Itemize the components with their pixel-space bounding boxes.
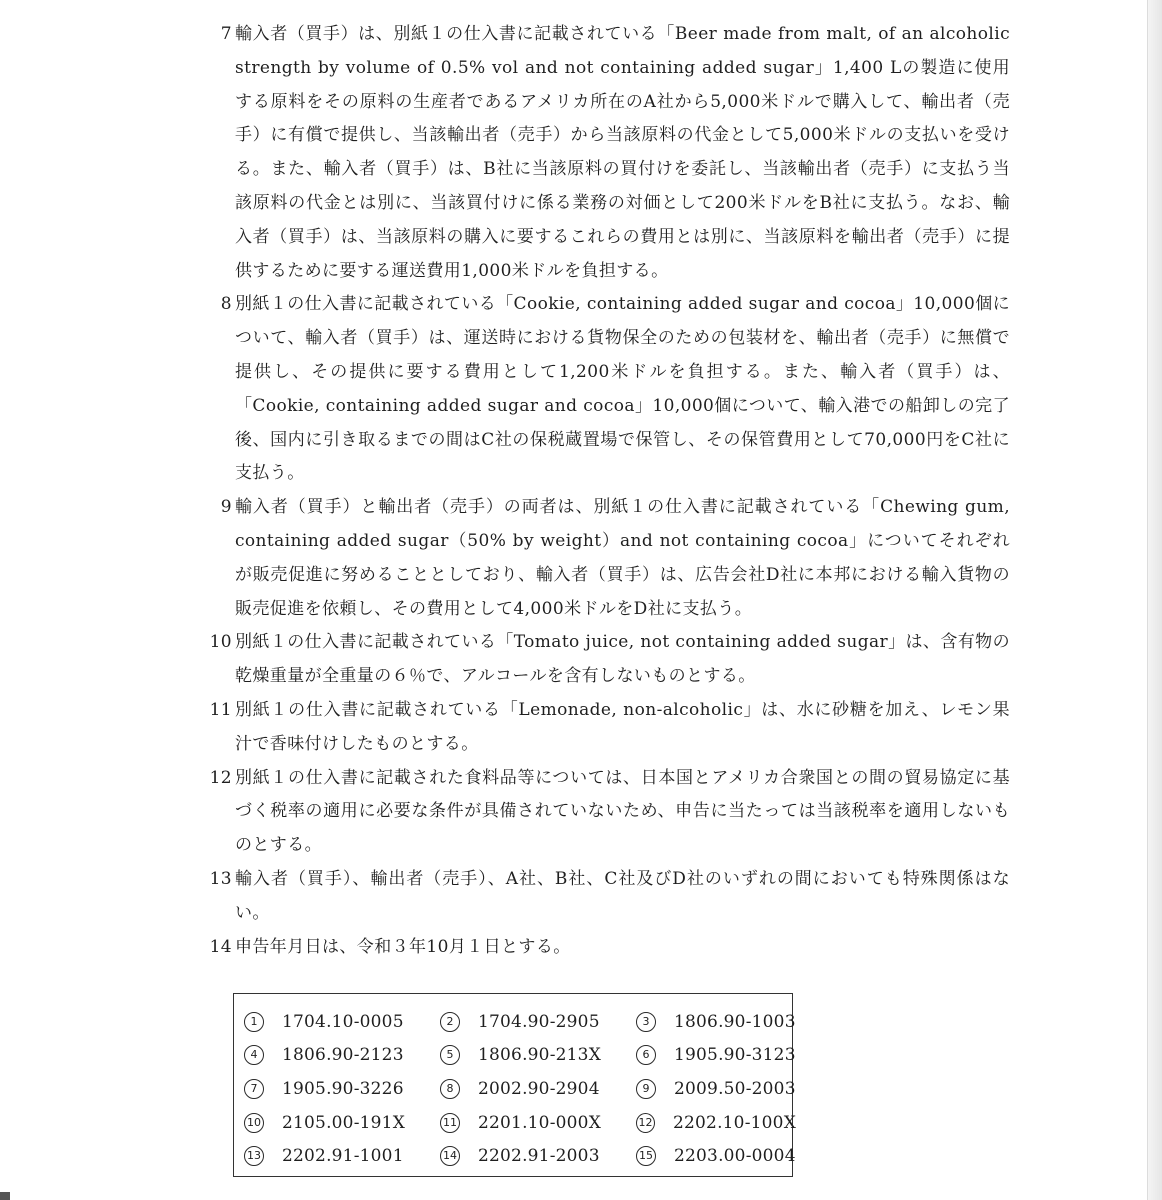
code-option <box>244 1106 440 1140</box>
item-number: 11 <box>209 699 232 720</box>
code-value: 1905.90-3226 <box>282 1078 404 1099</box>
code-option <box>440 1139 636 1173</box>
code-option <box>636 1039 796 1073</box>
item-text: 別紙１の仕入書に記載された食料品等については、日本国とアメリカ合衆国との間の貿易協定に基づく税率の適用に必要な条件が具備されていないため、申告に当たっては当該税率を適用しないものとする。 <box>235 767 1010 856</box>
code-value: 2009.50-2003 <box>674 1078 796 1099</box>
condition-item-7 <box>210 18 1010 288</box>
condition-item-9 <box>210 491 1010 626</box>
circled-number: 13 <box>244 1146 264 1166</box>
code-option <box>244 1039 440 1073</box>
conditions-list <box>210 18 1010 964</box>
item-number: 9 <box>220 497 232 518</box>
code-value: 2202.91-1001 <box>282 1146 404 1167</box>
circled-number: 8 <box>440 1079 460 1099</box>
page-edge-shadow <box>1147 0 1162 1200</box>
code-option <box>636 1072 796 1106</box>
item-text: 輸入者（買手）と輸出者（売手）の両者は、別紙１の仕入書に記載されている「Chewing gum, containing added sugar（50% by weight）and not containing cocoa」についてそれぞれが販売促進に努めることとしており、輸入者（買手）は、広告会社D社に本邦における輸入貨物の販売促進を依頼し、その費用として4,000米ドルをD社に支払う。 <box>235 497 1010 619</box>
circled-number: 4 <box>244 1045 264 1065</box>
circled-number: 10 <box>244 1113 264 1133</box>
code-value: 2201.10-000X <box>478 1112 601 1133</box>
code-option <box>440 1005 636 1039</box>
condition-item-14 <box>210 931 1010 965</box>
circled-number: 3 <box>636 1012 656 1032</box>
item-text: 輸入者（買手）は、別紙１の仕入書に記載されている「Beer made from malt, of an alcoholic strength by volume of 0.5% vol and not containing added sugar」1,400 Lの製造に使用する原料をその原料の生産者であるアメリカ所在のA社から5,000米ドルで購入して、輸出者（売手）に有償で提供し、当該輸出者（売手）から当該原料の代金として5,000米ドルの支払いを受ける。また、輸入者（買手）は、B社に当該原料の買付けを委託し、当該輸出者（売手）に支払う当該原料の代金とは別に、当該買付けに係る業務の対価として200米ドルをB社に支払う。なお、輸入者（買手）は、当該原料の購入に要するこれらの費用とは別に、当該原料を輸出者（売手）に提供するために要する運送費用1,000米ドルを負担する。 <box>235 24 1010 281</box>
code-value: 2002.90-2904 <box>478 1078 600 1099</box>
code-value: 2105.00-191X <box>282 1112 405 1133</box>
condition-item-10 <box>210 626 1010 694</box>
code-option <box>636 1106 796 1140</box>
item-text: 別紙１の仕入書に記載されている「Tomato juice, not containing added sugar」は、含有物の乾燥重量が全重量の６％で、アルコールを含有しないものとする。 <box>235 632 1010 687</box>
code-value: 1704.90-2905 <box>478 1011 600 1032</box>
item-number: 10 <box>209 632 232 653</box>
item-number: 8 <box>220 294 232 315</box>
condition-item-8 <box>210 288 1010 491</box>
item-text: 別紙１の仕入書に記載されている「Cookie, containing added sugar and cocoa」10,000個について、輸入者（買手）は、運送時における貨物保全のための包装材を、輸出者（売手）に無償で提供し、その提供に要する費用として1,200米ドルを負担する。また、輸入者（買手）は、「Cookie, containing added sugar and cocoa」10,000個について、輸入港での船卸しの完了後、国内に引き取るまでの間はC社の保税蔵置場で保管し、その保管費用として70,000円をC社に支払う。 <box>235 294 1010 484</box>
item-number: 14 <box>209 936 232 957</box>
circled-number: 11 <box>440 1113 460 1133</box>
tariff-code-options-box <box>233 993 796 1177</box>
item-text: 申告年月日は、令和３年10月１日とする。 <box>235 936 571 957</box>
circled-number: 14 <box>440 1146 460 1166</box>
condition-item-11 <box>210 694 1010 762</box>
circled-number: 1 <box>244 1012 264 1032</box>
code-value: 2202.91-2003 <box>478 1146 600 1167</box>
item-text: 輸入者（買手）、輸出者（売手）、A社、B社、C社及びD社のいずれの間においても特殊関係はない。 <box>235 868 1010 923</box>
code-option <box>440 1106 636 1140</box>
tariff-code-grid <box>244 1005 796 1173</box>
item-number: 12 <box>209 767 232 788</box>
circled-number: 12 <box>636 1113 655 1133</box>
circled-number: 5 <box>440 1045 460 1065</box>
code-value: 1806.90-1003 <box>674 1011 796 1032</box>
code-value: 2202.10-100X <box>673 1112 796 1133</box>
code-option <box>440 1039 636 1073</box>
circled-number: 2 <box>440 1012 460 1032</box>
condition-item-12 <box>210 762 1010 863</box>
circled-number: 15 <box>636 1146 656 1166</box>
item-number: 13 <box>209 868 232 889</box>
code-option <box>244 1072 440 1106</box>
code-value: 1905.90-3123 <box>674 1045 796 1066</box>
item-text: 別紙１の仕入書に記載されている「Lemonade, non-alcoholic」は、水に砂糖を加え、レモン果汁で香味付けしたものとする。 <box>235 699 1010 754</box>
code-value: 2203.00-0004 <box>674 1146 796 1167</box>
condition-item-13 <box>210 863 1010 931</box>
code-value: 1806.90-2123 <box>282 1045 404 1066</box>
scroll-corner-mark <box>0 1192 10 1200</box>
code-option <box>636 1139 796 1173</box>
item-number: 7 <box>220 24 232 44</box>
code-option <box>244 1139 440 1173</box>
circled-number: 7 <box>244 1079 264 1099</box>
code-value: 1704.10-0005 <box>282 1011 404 1032</box>
circled-number: 9 <box>636 1079 656 1099</box>
code-option <box>244 1005 440 1039</box>
code-value: 1806.90-213X <box>478 1045 601 1066</box>
code-option <box>636 1005 796 1039</box>
code-option <box>440 1072 636 1106</box>
circled-number: 6 <box>636 1045 656 1065</box>
